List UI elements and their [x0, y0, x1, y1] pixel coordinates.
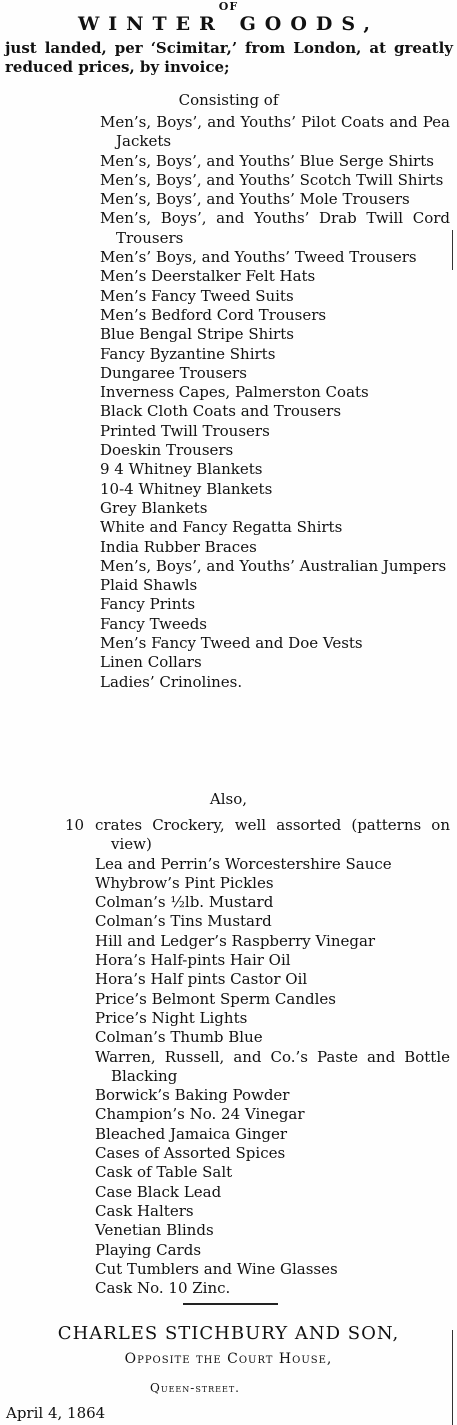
- list-item: Warren, Russell, and Co.’s Paste and Bottle Blacking: [95, 1047, 450, 1085]
- list-item: Grey Blankets: [100, 498, 208, 517]
- list-item: Price’s Belmont Sperm Candles: [95, 989, 336, 1008]
- list-item: Case Black Lead: [95, 1182, 222, 1201]
- list-item: Venetian Blinds: [95, 1221, 214, 1240]
- list-item: Men’s Fancy Tweed Suits: [100, 286, 294, 305]
- list-item: Men’s, Boys’, and Youths’ Scotch Twill Shirts: [100, 170, 444, 189]
- consisting-of-label: Consisting of: [178, 91, 279, 109]
- street-name: Queen-street.: [150, 1381, 240, 1395]
- list-item: Men’s’ Boys, and Youths’ Tweed Trousers: [100, 248, 417, 267]
- list-item: 10-4 Whitney Blankets: [100, 479, 273, 498]
- list-item: Cask of Table Salt: [95, 1163, 233, 1182]
- list-item: Dungaree Trousers: [100, 363, 247, 382]
- also-label: Also,: [209, 790, 248, 808]
- list-item: Colman’s ½lb. Mustard: [95, 893, 274, 912]
- list-item: Fancy Tweeds: [100, 614, 207, 633]
- list-item: Cases of Assorted Spices: [95, 1144, 286, 1163]
- list-item: Champion’s No. 24 Vinegar: [95, 1105, 305, 1124]
- crates-number: 10: [65, 816, 85, 834]
- list-item: Cask Halters: [95, 1201, 194, 1220]
- list-item: Bleached Jamaica Ginger: [95, 1124, 288, 1143]
- list-item: Men’s Deerstalker Felt Hats: [100, 267, 316, 286]
- list-item: Men’s, Boys’, and Youths’ Mole Trousers: [100, 190, 410, 209]
- list-item: Borwick’s Baking Powder: [95, 1086, 290, 1105]
- list-item: Fancy Byzantine Shirts: [100, 344, 276, 363]
- list-item: Cut Tumblers and Wine Glasses: [95, 1259, 338, 1278]
- list-item: 9 4 Whitney Blankets: [100, 460, 263, 479]
- list-item: Blue Bengal Stripe Shirts: [100, 325, 294, 344]
- list-item: Ladies’ Crinolines.: [100, 672, 243, 691]
- list-item: Plaid Shawls: [100, 576, 198, 595]
- grocery-goods-list: [95, 816, 450, 1298]
- list-item: crates Crockery, well assorted (patterns on view): [95, 816, 450, 854]
- list-item: Price’s Night Lights: [95, 1008, 248, 1027]
- list-item: Hora’s Half pints Castor Oil: [95, 970, 308, 989]
- list-item: Lea and Perrin’s Worcestershire Sauce: [95, 854, 392, 873]
- intro-text: just landed, per ‘Scimitar,’ from London, at greatly reduced prices, by invoice;: [5, 39, 453, 76]
- list-item: Colman’s Tins Mustard: [95, 912, 272, 931]
- divider-rule: [183, 1303, 278, 1305]
- advert-date: April 4, 1864: [6, 1404, 106, 1422]
- list-item: Doeskin Trousers: [100, 441, 234, 460]
- list-item: Men’s Bedford Cord Trousers: [100, 305, 327, 324]
- address-line: Opposite the Court House,: [124, 1351, 333, 1367]
- list-item: Men’s, Boys’, and Youths’ Pilot Coats and Pea Jackets: [100, 113, 450, 151]
- list-item: White and Fancy Regatta Shirts: [100, 518, 343, 537]
- list-item: Men’s, Boys’, and Youths’ Drab Twill Cord Trousers: [100, 209, 450, 247]
- list-item: Whybrow’s Pint Pickles: [95, 873, 274, 892]
- list-item: Colman’s Thumb Blue: [95, 1028, 263, 1047]
- list-item: Men’s, Boys’, and Youths’ Australian Jumpers: [100, 556, 447, 575]
- list-item: Fancy Prints: [100, 595, 196, 614]
- list-item: Hora’s Half-pints Hair Oil: [95, 951, 291, 970]
- list-item: India Rubber Braces: [100, 537, 257, 556]
- list-item: Black Cloth Coats and Trousers: [100, 402, 342, 421]
- column-rule-right-bottom: [452, 1330, 453, 1425]
- company-name: CHARLES STICHBURY AND SON,: [57, 1323, 400, 1344]
- list-item: Men’s, Boys’, and Youths’ Blue Serge Shirts: [100, 151, 434, 170]
- of-heading: OF: [218, 0, 239, 13]
- list-item: Men’s Fancy Tweed and Doe Vests: [100, 634, 363, 653]
- winter-goods-list: [100, 113, 450, 692]
- list-item: Cask No. 10 Zinc.: [95, 1279, 231, 1298]
- list-item: Inverness Capes, Palmerston Coats: [100, 383, 369, 402]
- list-item: Playing Cards: [95, 1240, 202, 1259]
- list-item: Printed Twill Trousers: [100, 421, 270, 440]
- winter-goods-title: WINTER GOODS,: [77, 13, 380, 35]
- list-item: Hill and Ledger’s Raspberry Vinegar: [95, 931, 376, 950]
- column-rule-right-top: [452, 230, 453, 270]
- list-item: Linen Collars: [100, 653, 202, 672]
